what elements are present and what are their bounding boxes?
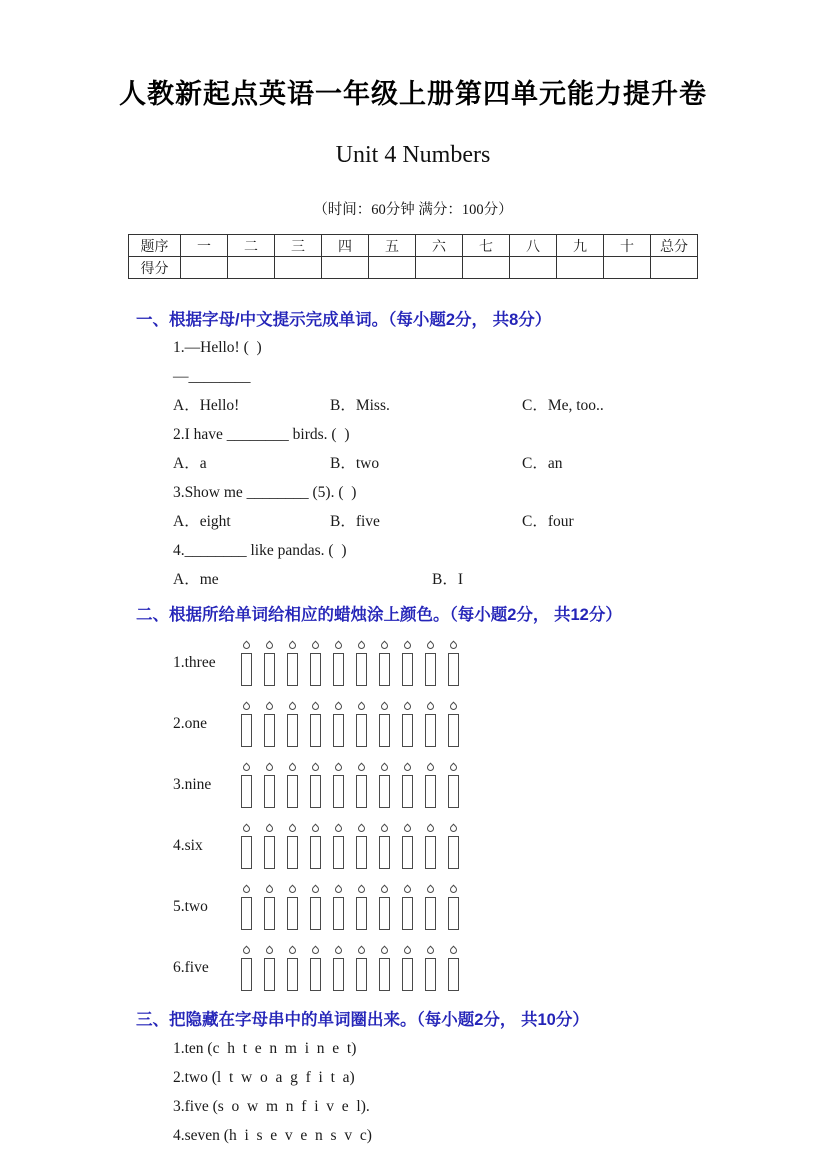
q3-option-c: C．four [522,513,574,530]
score-cell [275,257,322,279]
candle-body [425,653,436,686]
candle-body [425,775,436,808]
candle-icon [424,945,436,991]
candle-body [287,653,298,686]
candle-icon [447,762,459,808]
candle-row-label: 4.six [173,836,203,854]
candle-icon [240,823,252,869]
candle-icon [378,945,390,991]
flame-icon [448,640,458,650]
candle-body [264,836,275,869]
score-cell [557,257,604,279]
candle-icon [240,945,252,991]
candle-strip [240,945,470,991]
flame-icon [287,823,297,833]
flame-icon [241,823,251,833]
letter-string-five: 3.five (s o w m n f i v e l). [173,1098,370,1115]
candle-body [241,958,252,991]
candle-row-label: 5.two [173,897,208,915]
candle-body [333,653,344,686]
candle-icon [332,884,344,930]
q1-answer-blank: —________ [173,368,251,385]
candle-row-two [173,883,826,930]
flame-icon [310,640,320,650]
candle-icon [447,823,459,869]
candle-icon [309,884,321,930]
score-col-1: 一 [181,235,228,257]
candle-icon [332,701,344,747]
candle-body [448,958,459,991]
candle-body [379,775,390,808]
letter-string-two: 2.two (l t w o a g f i t a) [173,1069,355,1086]
candle-body [310,775,321,808]
flame-icon [379,701,389,711]
flame-icon [425,945,435,955]
candle-icon [309,945,321,991]
candle-icon [263,884,275,930]
q3-option-b: B．five [330,513,380,530]
candle-icon [263,701,275,747]
candle-body [264,775,275,808]
candle-body [287,714,298,747]
q4-options-row [173,571,826,588]
flame-icon [310,762,320,772]
candle-icon [332,762,344,808]
flame-icon [448,823,458,833]
candle-body [310,714,321,747]
flame-icon [264,701,274,711]
candle-row-label: 3.nine [173,775,212,793]
flame-icon [241,945,251,955]
q3-option-a: A．eight [173,513,231,530]
candle-body [241,775,252,808]
flame-icon [356,701,366,711]
candle-icon [240,640,252,686]
candle-body [310,836,321,869]
candle-row-three [173,639,826,686]
candle-body [402,714,413,747]
flame-icon [379,884,389,894]
flame-icon [402,762,412,772]
flame-icon [241,884,251,894]
candle-body [448,836,459,869]
candle-icon [378,823,390,869]
candle-body [356,897,367,930]
candle-icon [378,640,390,686]
q3-options-row [173,513,826,530]
q4-option-b: B．I [432,571,464,588]
candle-icon [286,762,298,808]
flame-icon [287,762,297,772]
flame-icon [333,823,343,833]
flame-icon [448,884,458,894]
score-table-score-row [129,257,698,279]
candle-body [448,653,459,686]
candle-body [264,897,275,930]
candle-body [402,775,413,808]
flame-icon [356,823,366,833]
flame-icon [287,884,297,894]
candle-body [264,958,275,991]
candle-icon [240,884,252,930]
score-col-5: 五 [369,235,416,257]
section-two-heading: 二、根据所给单词给相应的蜡烛涂上颜色。（每小题2分， 共12分） [136,606,622,624]
score-col-2: 二 [228,235,275,257]
candle-icon [401,823,413,869]
candle-body [287,958,298,991]
candle-icon [355,945,367,991]
candle-icon [401,884,413,930]
q4-stem: 4.________ like pandas. ( ) [173,542,347,559]
candle-icon [401,945,413,991]
candle-body [402,653,413,686]
candle-icon [355,762,367,808]
flame-icon [264,945,274,955]
score-cell [369,257,416,279]
candle-body [402,836,413,869]
flame-icon [448,762,458,772]
flame-icon [356,640,366,650]
candle-icon [447,945,459,991]
score-cell [604,257,651,279]
flame-icon [287,701,297,711]
flame-icon [402,823,412,833]
candle-icon [401,762,413,808]
candle-icon [447,884,459,930]
candle-icon [332,640,344,686]
flame-icon [264,884,274,894]
candle-icon [424,823,436,869]
flame-icon [310,701,320,711]
candle-row-one [173,700,826,747]
candle-icon [240,762,252,808]
candle-strip [240,884,470,930]
candle-body [425,897,436,930]
q1-option-c: C．Me, too.. [522,397,604,414]
candle-body [448,775,459,808]
unit-subtitle: Unit 4 Numbers [335,142,491,168]
score-col-8: 八 [510,235,557,257]
candle-icon [286,701,298,747]
section-three-heading: 三、把隐藏在字母串中的单词圈出来。（每小题2分， 共10分） [136,1011,589,1029]
candle-icon [309,701,321,747]
candle-icon [309,823,321,869]
candle-icon [332,945,344,991]
candle-icon [286,823,298,869]
score-cell [322,257,369,279]
candle-icon [378,701,390,747]
candle-body [356,653,367,686]
candle-icon [378,884,390,930]
flame-icon [425,762,435,772]
flame-icon [425,823,435,833]
candle-icon [401,640,413,686]
candle-body [310,897,321,930]
candle-body [241,897,252,930]
flame-icon [241,640,251,650]
letter-string-seven: 4.seven (h i s e v e n s v c) [173,1127,372,1144]
candle-body [241,714,252,747]
candle-icon [309,762,321,808]
candle-body [333,897,344,930]
candle-body [448,897,459,930]
flame-icon [310,823,320,833]
score-cell [416,257,463,279]
score-cell [181,257,228,279]
flame-icon [333,640,343,650]
candle-icon [355,701,367,747]
candle-body [264,714,275,747]
flame-icon [356,945,366,955]
candle-body [264,653,275,686]
score-col-3: 三 [275,235,322,257]
candle-icon [286,884,298,930]
score-table [128,234,698,279]
flame-icon [379,762,389,772]
candle-body [333,714,344,747]
score-col-4: 四 [322,235,369,257]
candle-body [356,775,367,808]
candle-icon [355,823,367,869]
candle-icon [355,884,367,930]
candle-icon [355,640,367,686]
flame-icon [402,884,412,894]
score-cell [651,257,698,279]
candle-body [333,836,344,869]
candle-icon [378,762,390,808]
candle-strip [240,640,470,686]
score-cell [228,257,275,279]
q1-option-a: A．Hello! [173,397,240,414]
score-table-header-row [129,235,698,257]
candle-body [379,653,390,686]
flame-icon [333,945,343,955]
candle-body [379,714,390,747]
q2-option-a: A．a [173,455,207,472]
flame-icon [287,945,297,955]
letter-string-ten: 1.ten (c h t e n m i n e t) [173,1040,357,1057]
candle-body [333,958,344,991]
flame-icon [264,823,274,833]
candle-body [287,836,298,869]
score-cell [463,257,510,279]
candle-strip [240,701,470,747]
candle-body [241,836,252,869]
flame-icon [402,640,412,650]
flame-icon [310,945,320,955]
candle-body [287,775,298,808]
score-col-7: 七 [463,235,510,257]
time-score-info: （时间：60分钟 满分：100分） [313,202,513,218]
candle-body [310,958,321,991]
flame-icon [356,762,366,772]
candle-body [356,836,367,869]
candle-body [425,958,436,991]
candle-row-label: 1.three [173,653,216,671]
score-table-corner-label: 题序 [129,235,181,257]
score-cell [510,257,557,279]
candle-body [425,836,436,869]
q2-option-b: B．two [330,455,380,472]
candle-icon [286,640,298,686]
candle-icon [424,640,436,686]
candle-body [356,714,367,747]
flame-icon [264,762,274,772]
candle-icon [263,945,275,991]
q1-stem: 1.—Hello! ( ) [173,339,262,356]
q3-stem: 3.Show me ________ (5). ( ) [173,484,357,501]
score-col-total: 总分 [651,235,698,257]
flame-icon [287,640,297,650]
candle-body [287,897,298,930]
candle-body [402,958,413,991]
candle-icon [424,884,436,930]
flame-icon [402,945,412,955]
flame-icon [425,640,435,650]
flame-icon [379,945,389,955]
flame-icon [356,884,366,894]
flame-icon [402,701,412,711]
page-title: 人教新起点英语一年级上册第四单元能力提升卷 [119,79,707,109]
section-one-heading: 一、根据字母/中文提示完成单词。（每小题2分， 共8分） [136,311,552,329]
candle-body [356,958,367,991]
candle-row-nine [173,761,826,808]
flame-icon [264,640,274,650]
candle-icon [447,701,459,747]
flame-icon [333,884,343,894]
flame-icon [241,762,251,772]
candle-body [310,653,321,686]
flame-icon [241,701,251,711]
flame-icon [379,823,389,833]
candle-strip [240,823,470,869]
q2-stem: 2.I have ________ birds. ( ) [173,426,350,443]
candle-icon [263,762,275,808]
candle-body [425,714,436,747]
candle-body [379,958,390,991]
score-col-10: 十 [604,235,651,257]
flame-icon [425,701,435,711]
candle-icon [401,701,413,747]
candle-icon [424,762,436,808]
candle-body [379,897,390,930]
score-row-label: 得分 [129,257,181,279]
q1-options-row [173,397,826,414]
candle-body [402,897,413,930]
candle-body [241,653,252,686]
candle-icon [447,640,459,686]
candle-body [333,775,344,808]
candle-icon [424,701,436,747]
candle-icon [332,823,344,869]
candle-body [448,714,459,747]
candle-row-six [173,822,826,869]
q2-option-c: C．an [522,455,563,472]
score-col-6: 六 [416,235,463,257]
flame-icon [448,701,458,711]
q4-option-a: A．me [173,571,219,588]
candle-strip [240,762,470,808]
candle-icon [263,640,275,686]
candle-row-label: 6.five [173,958,209,976]
candle-icon [309,640,321,686]
flame-icon [425,884,435,894]
q1-option-b: B．Miss. [330,397,390,414]
score-col-9: 九 [557,235,604,257]
candle-icon [286,945,298,991]
candle-row-label: 2.one [173,714,208,732]
q2-options-row [173,455,826,472]
candle-icon [263,823,275,869]
flame-icon [310,884,320,894]
candle-row-five [173,944,826,991]
candle-icon [240,701,252,747]
candle-body [379,836,390,869]
flame-icon [448,945,458,955]
flame-icon [333,701,343,711]
flame-icon [379,640,389,650]
flame-icon [333,762,343,772]
